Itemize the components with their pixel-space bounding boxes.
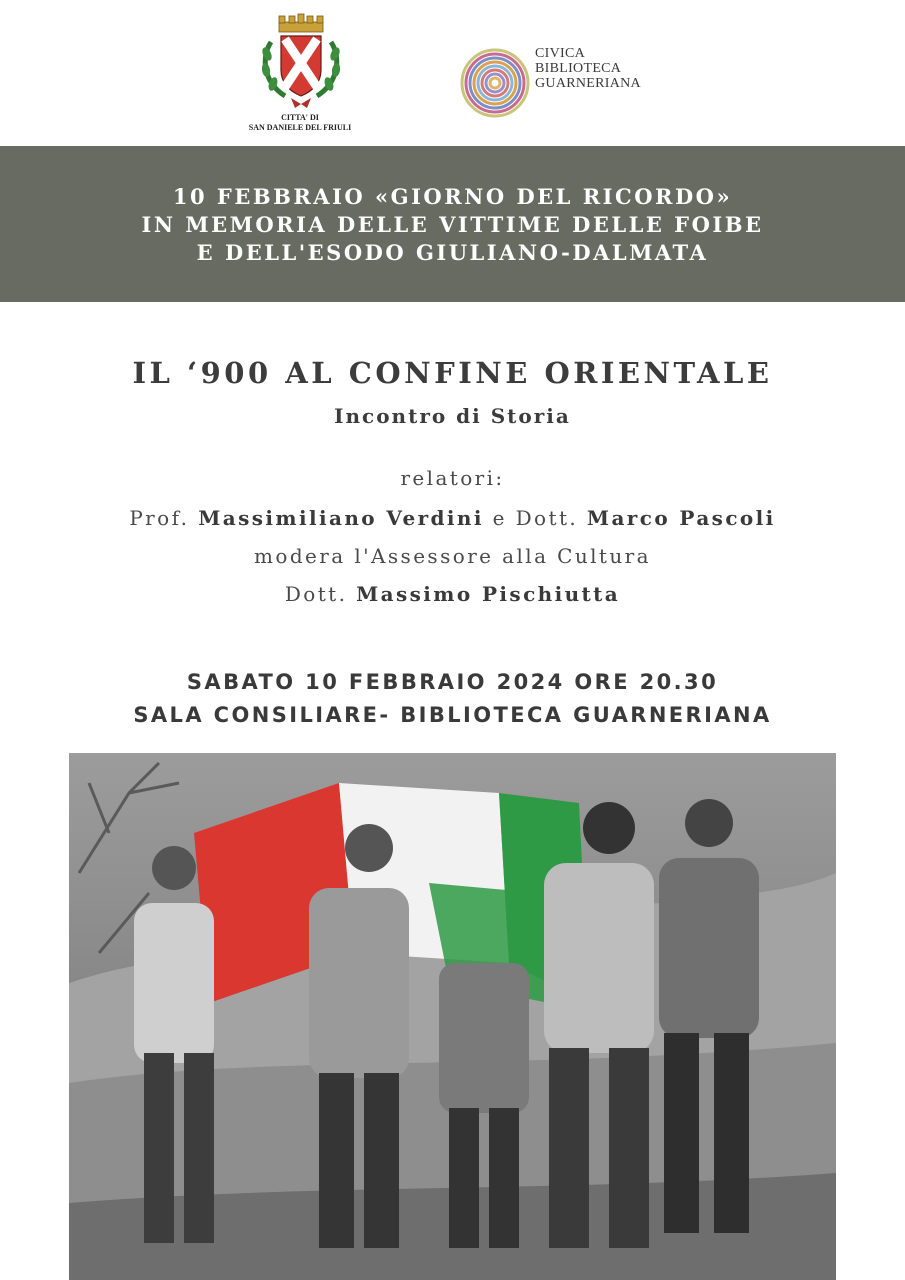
moderator-prefix: Dott.	[284, 582, 348, 606]
library-logo-icon	[460, 48, 530, 118]
commemoration-banner	[0, 146, 905, 302]
banner-line-1: 10 FEBBRAIO «GIORNO DEL RICORDO»	[172, 184, 733, 209]
library-name-line2: BIBLIOTECA	[535, 61, 622, 76]
event-subtitle: Incontro di Storia	[334, 404, 571, 428]
speaker2-name: Marco Pascoli	[586, 506, 776, 530]
speakers-label: relatori:	[400, 466, 505, 490]
photo-illustration	[69, 753, 836, 1280]
historic-photo	[69, 753, 836, 1280]
city-caption-line2: SAN DANIELE DEL FRIULI	[248, 123, 352, 132]
moderator-line	[0, 582, 905, 606]
banner-line-3: E DELL'ESODO GIULIANO-DALMATA	[196, 240, 709, 265]
event-datetime: SABATO 10 FEBBRAIO 2024 ORE 20.30	[186, 670, 719, 694]
city-caption	[240, 113, 360, 133]
speaker1-name: Massimiliano Verdini	[198, 506, 484, 530]
banner-line-2: IN MEMORIA DELLE VITTIME DELLE FOIBE	[141, 212, 764, 237]
library-name	[535, 46, 685, 91]
event-venue: SALA CONSILIARE- BIBLIOTECA GUARNERIANA	[133, 703, 772, 727]
speakers-line	[0, 506, 905, 530]
logo-header	[0, 0, 905, 146]
moderator-label: modera l'Assessore alla Cultura	[254, 544, 651, 568]
event-title: IL ‘900 AL CONFINE ORIENTALE	[132, 356, 773, 390]
city-caption-line1: CITTA' DI	[281, 113, 319, 122]
library-name-line3: GUARNERIANA	[535, 76, 641, 91]
moderator-name: Massimo Pischiutta	[356, 582, 621, 606]
speaker-joiner: e	[492, 506, 507, 530]
city-crest-icon	[255, 12, 347, 112]
speaker1-prefix: Prof.	[129, 506, 190, 530]
speaker2-prefix: Dott.	[515, 506, 579, 530]
library-name-line1: CIVICA	[535, 46, 586, 61]
